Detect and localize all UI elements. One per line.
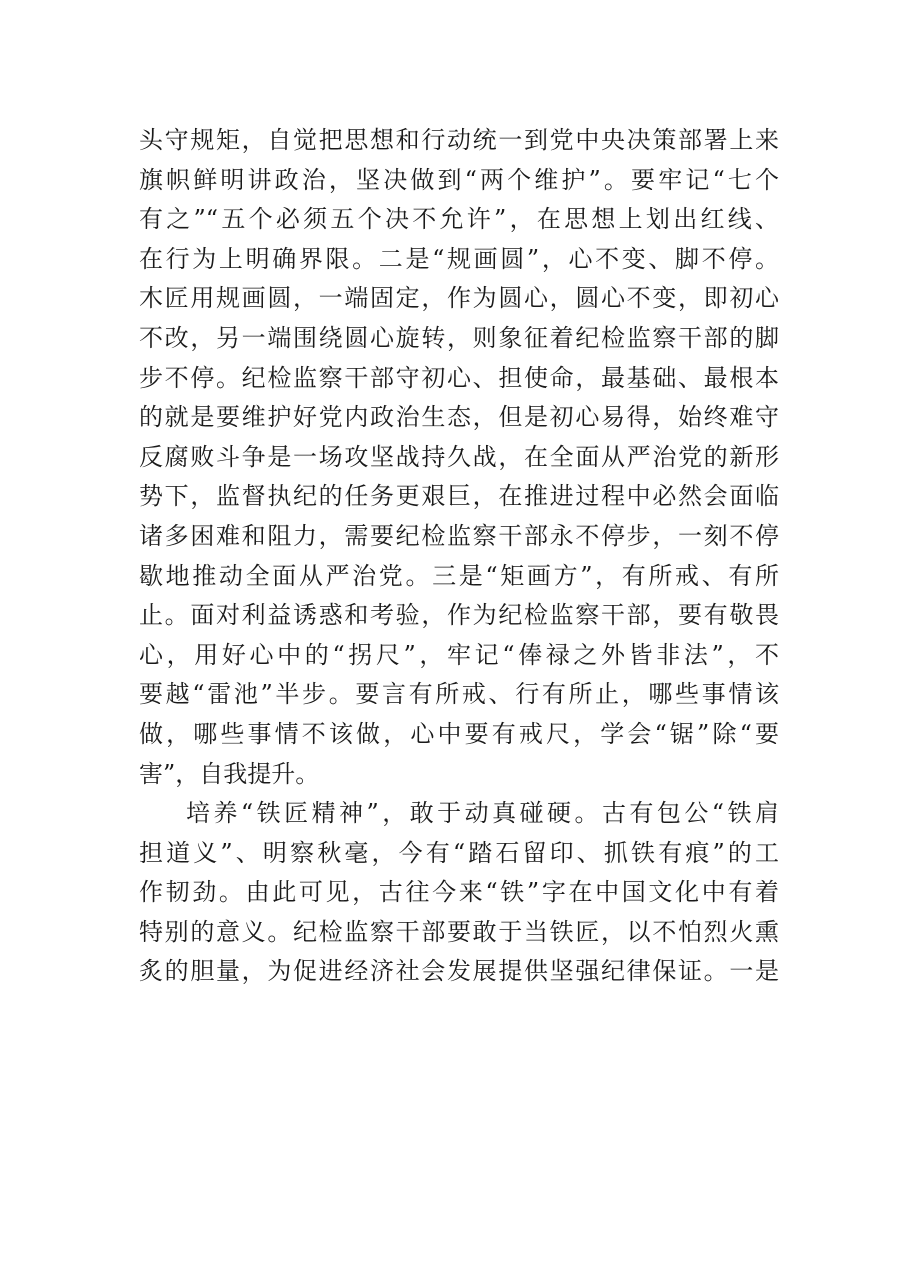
paragraph-2	[139, 794, 779, 1032]
document-body	[139, 121, 779, 1032]
text-line: 心，用好心中的“拐尺”，牢记“俸禄之外皆非法”，不	[139, 640, 779, 669]
text-line: 作韧劲。由此可见，古往今来“铁”字在中国文化中有着	[139, 878, 779, 907]
text-line: 在行为上明确界限。二是“规画圆”，心不变、脚不停。	[139, 244, 779, 273]
paragraph-1	[139, 121, 779, 794]
text-line	[139, 992, 779, 1032]
text-line: 培养“铁匠精神”，敢于动真碰硬。古有包公“铁肩	[186, 799, 779, 828]
text-line: 有之”“五个必须五个决不允许”，在思想上划出红线、	[139, 205, 779, 234]
text-line: 步不停。纪检监察干部守初心、担使命，最基础、最根本	[139, 363, 779, 392]
text-line: 做，哪些事情不该做，心中要有戒尺，学会“锯”除“要	[139, 719, 779, 748]
text-line: 反腐败斗争是一场攻坚战持久战，在全面从严治党的新形	[139, 442, 779, 471]
text-line: 止。面对利益诱惑和考验，作为纪检监察干部，要有敬畏	[139, 601, 779, 630]
text-line: 歇地推动全面从严治党。三是“矩画方”，有所戒、有所	[139, 561, 779, 590]
text-line: 的就是要维护好党内政治生态，但是初心易得，始终难守	[139, 403, 779, 432]
text-line: 害”，自我提升。	[139, 759, 320, 788]
text-line: 不改，另一端围绕圆心旋转，则象征着纪检监察干部的脚	[139, 323, 779, 352]
text-line: 势下，监督执纪的任务更艰巨，在推进过程中必然会面临	[139, 482, 779, 511]
text-line: 要越“雷池”半步。要言有所戒、行有所止，哪些事情该	[139, 680, 779, 709]
text-line: 担道义”、明察秋毫，今有“踏石留印、抓铁有痕”的工	[139, 838, 779, 867]
text-line: 头守规矩，自觉把思想和行动统一到党中央决策部署上来	[139, 126, 779, 154]
text-line: 诸多困难和阻力，需要纪检监察干部永不停步，一刻不停	[139, 521, 779, 550]
text-line: 特别的意义。纪检监察干部要敢于当铁匠，以不怕烈火熏	[139, 917, 779, 946]
text-line: 旗帜鲜明讲政治，坚决做到“两个维护”。要牢记“七个	[139, 165, 779, 194]
text-line: 木匠用规画圆，一端固定，作为圆心，圆心不变，即初心	[139, 284, 779, 313]
text-line: 炙的胆量，为促进经济社会发展提供坚强纪律保证。一是	[139, 957, 779, 986]
